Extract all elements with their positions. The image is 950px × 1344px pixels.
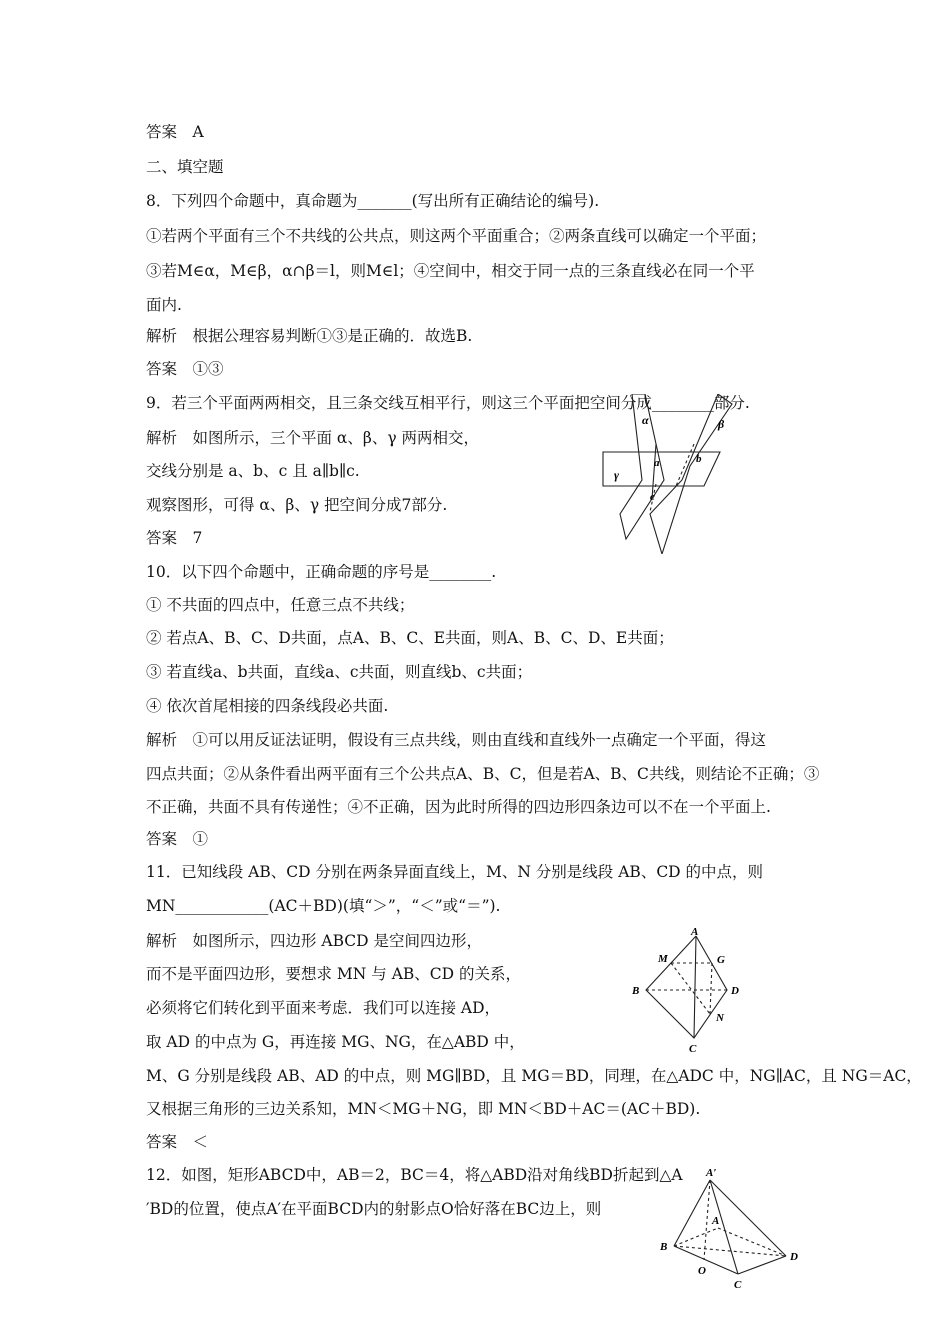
quad-edges <box>646 936 727 1038</box>
label-A-prime: A′ <box>706 1167 717 1179</box>
text-line-l12: 观察图形，可得 α、β、γ 把空间分成7部分. <box>146 496 448 514</box>
text-line-l22: 答案 ① <box>146 830 209 848</box>
label-N: N <box>716 1012 724 1024</box>
text-line-l02: 二、填空题 <box>146 158 224 176</box>
text-line-l21: 不正确，共面不具有传递性；④不正确，因为此时所得的四边形四条边可以不在一个平面上. <box>146 798 771 816</box>
text-line-l33: ′BD的位置，使点A′在平面BCD内的射影点O恰好落在BC边上，则 <box>146 1200 602 1218</box>
edge-a1b <box>674 1180 710 1246</box>
text-line-l31: 答案 ＜ <box>146 1133 209 1151</box>
label-beta: β <box>718 417 725 431</box>
three-planes-figure <box>598 394 748 554</box>
label-M: M <box>658 953 668 965</box>
text-line-l11: 交线分别是 a、b、c 且 a∥b∥c. <box>146 462 360 480</box>
folded-pyramid-figure <box>654 1162 804 1292</box>
label-alpha: α <box>642 413 649 427</box>
projection-a1o <box>704 1180 710 1260</box>
text-line-l29: M、G 分别是线段 AB、AD 的中点，则 MG∥BD，且 MG＝BD，同理，在△ADC 中，NG∥AC，且 NG＝AC， <box>146 1067 922 1085</box>
edge-ba <box>674 1228 718 1246</box>
text-line-l06: 面内. <box>146 296 182 314</box>
label-G: G <box>717 954 725 966</box>
label-D: D <box>790 1251 798 1263</box>
text-line-l16: ② 若点A、B、C、D共面，点A、B、C、E共面，则A、B、C、D、E共面； <box>146 629 674 647</box>
label-c: c <box>650 491 655 503</box>
label-a: a <box>654 457 660 469</box>
label-A: A <box>712 1215 720 1227</box>
text-line-l15: ① 不共面的四点中，任意三点不共线； <box>146 596 415 614</box>
text-line-l27: 必须将它们转化到平面来考虑．我们可以连接 AD， <box>146 999 501 1017</box>
text-line-l03: 8．下列四个命题中，真命题为_______(写出所有正确结论的编号). <box>146 192 600 210</box>
label-D: D <box>731 985 739 997</box>
text-line-l20: 四点共面；②从条件看出两平面有三个公共点A、B、C，但是若A、B、C共线，则结论不正确；③ <box>146 765 820 783</box>
text-line-l32: 12．如图，矩形ABCD中，AB＝2，BC＝4，将△ABD沿对角线BD折起到△A <box>146 1166 683 1184</box>
text-line-l05: ③若M∈α，M∈β，α∩β＝l，则M∈l；④空间中，相交于同一点的三条直线必在同一个平 <box>146 262 755 280</box>
label-A: A <box>691 926 699 938</box>
label-C: C <box>734 1279 742 1291</box>
space-quadrilateral-figure <box>628 926 748 1056</box>
label-b: b <box>696 453 702 465</box>
text-line-l30: 又根据三角形的三边关系知，MN＜MG＋NG，即 MN＜BD＋AC＝(AC＋BD). <box>146 1100 701 1118</box>
text-line-l26: 而不是平面四边形，要想求 MN 与 AB、CD 的关系， <box>146 965 522 983</box>
text-line-l17: ③ 若直线a、b共面，直线a、c共面，则直线b、c共面； <box>146 663 533 681</box>
text-line-l07: 解析 根据公理容易判断①③是正确的．故选B. <box>146 327 473 345</box>
text-line-l10: 解析 如图所示，三个平面 α、β、γ 两两相交， <box>146 429 480 447</box>
label-B: B <box>632 985 640 997</box>
text-line-l14: 10．以下四个命题中，正确命题的序号是________. <box>146 563 497 581</box>
text-line-l24: MN____________(AC＋BD)(填“＞”，“＜”或“＝”). <box>146 897 501 915</box>
text-line-l04: ①若两个平面有三个不共线的公共点，则这两个平面重合；②两条直线可以确定一个平面； <box>146 227 767 245</box>
text-line-l09: 9．若三个平面两两相交，且三条交线互相平行，则这三个平面把空间分成________部分. <box>146 394 750 412</box>
segment-gn <box>710 963 712 1014</box>
label-O: O <box>698 1265 706 1277</box>
text-line-l08: 答案 ①③ <box>146 360 224 378</box>
edge-cd <box>738 1256 786 1274</box>
text-line-l18: ④ 依次首尾相接的四条线段必共面. <box>146 697 389 715</box>
label-B: B <box>660 1241 668 1253</box>
label-gamma: γ <box>614 468 619 482</box>
text-line-l01: 答案 A <box>146 123 204 141</box>
text-line-l23: 11．已知线段 AB、CD 分别在两条异面直线上，M、N 分别是线段 AB、CD 的中点，则 <box>146 863 764 881</box>
edge-bc <box>674 1246 738 1274</box>
text-line-l19: 解析 ①可以用反证法证明，假设有三点共线，则由直线和直线外一点确定一个平面，得这 <box>146 731 767 749</box>
segment-mn <box>671 963 710 1014</box>
text-line-l28: 取 AD 的中点为 G，再连接 MG、NG，在△ABD 中， <box>146 1033 525 1051</box>
label-C: C <box>689 1043 697 1055</box>
edge-ac <box>694 936 696 1038</box>
text-line-l13: 答案 7 <box>146 529 203 547</box>
text-line-l25: 解析 如图所示，四边形 ABCD 是空间四边形， <box>146 932 483 950</box>
